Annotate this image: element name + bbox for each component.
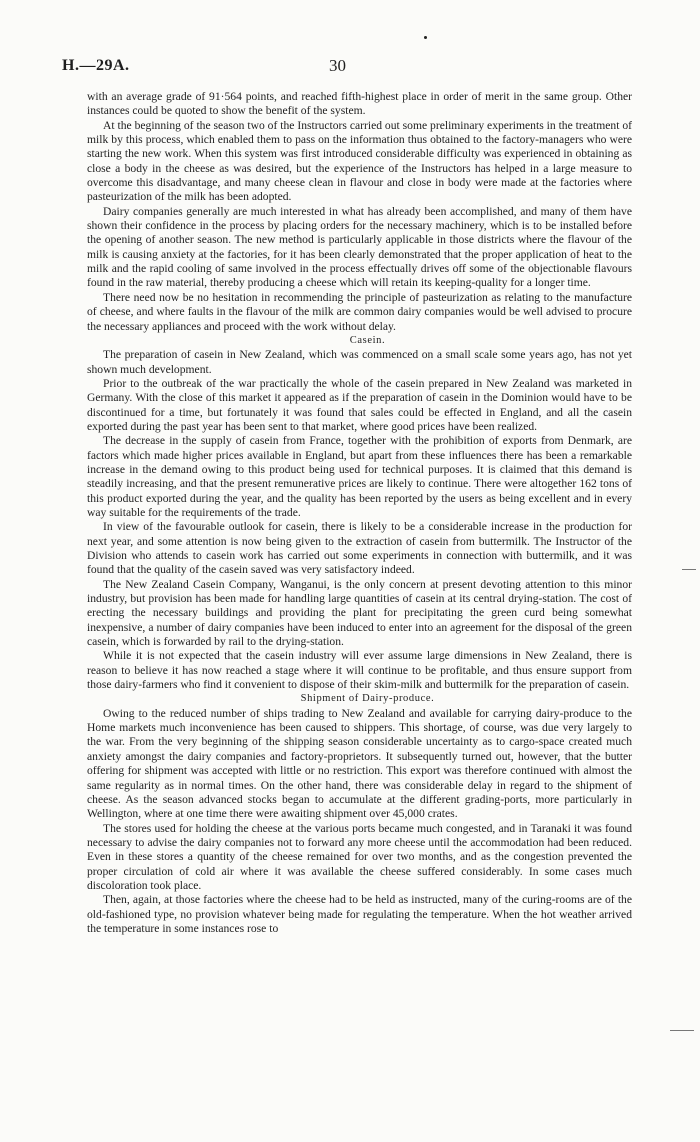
section-heading-casein: Casein. xyxy=(349,334,386,346)
paragraph: Prior to the outbreak of the war practically the whole of the casein prepared in New Zealand was marketed in Germany. With the close of this market it appeared as if the preparation of casein in the Dominion would have to be discontinued for a time, but fortunately it was found that sales could be effected in England, and all the casein exported during the past year has been sent to that market, where good prices have been realized. xyxy=(87,376,632,433)
paragraph: There need now be no hesitation in recommending the principle of pasteurization as relating to the manufacture of cheese, and where faults in the flavour of the milk are common dairy companies would be well advised to procure the necessary appliances and proceed with the work without delay. xyxy=(87,290,632,333)
speck-mark xyxy=(424,36,427,39)
section-heading-shipment: Shipment of Dairy-produce. xyxy=(300,693,435,705)
body-text xyxy=(87,90,632,936)
page-number: 30 xyxy=(329,56,346,75)
margin-mark xyxy=(670,1030,694,1031)
paragraph: Then, again, at those factories where the cheese had to be held as instructed, many of the curing-rooms are of the old-fashioned type, no provision whatever being made for regulating the temperature. When the hot weather arrived the temperature in some instances rose to xyxy=(87,893,632,935)
paragraph: The preparation of casein in New Zealand, which was commenced on a small scale some years ago, has not yet shown much development. xyxy=(87,348,632,376)
paragraph: The New Zealand Casein Company, Wanganui, is the only concern at present devoting attention to this minor industry, but provision has been made for handling large quantities of casein at its central drying-station. The cost of erecting the necessary buildings and providing the plant for precipitating the green curd being somewhat inexpensive, a number of dairy companies have been induced to enter into an agreement for the disposal of the green casein, which is forwarded by rail to the drying-station. xyxy=(87,577,632,649)
paragraph: While it is not expected that the casein industry will ever assume large dimensions in New Zealand, there is reason to believe it has now reached a stage where it will continue to be profitable, and thus ensure support from those dairy-farmers who find it convenient to dispose of their skim-milk and buttermilk for the preparation of casein. xyxy=(87,649,632,692)
paragraph: At the beginning of the season two of the Instructors carried out some preliminary experiments in the treatment of milk by this process, which enabled them to pass on the information thus obtained to the factory-managers who were starting the new work. When this system was first introduced considerable difficulty was experienced in obtaining as close a body in the cheese as was desired, but the experience of the Instructors has helped in a large measure to overcome this disadvantage, and many cheese clean in flavour and close in body were made at the factories where pasteurization of the milk has been adopted. xyxy=(87,118,632,204)
paragraph: with an average grade of 91·564 points, and reached fifth-highest place in order of merit in the same group. Other instances could be quoted to show the benefit of the system. xyxy=(87,90,632,118)
paragraph: The stores used for holding the cheese at the various ports became much congested, and in Taranaki it was found necessary to advise the dairy companies not to forward any more cheese until the accommodation had been reduced. Even in these stores a quantity of the cheese remained for over two months, and as the congestion prevented the proper circulation of cold air where it was available the cheese suffered considerably. In some cases much discoloration took place. xyxy=(87,821,632,892)
margin-mark xyxy=(682,569,696,570)
document-reference: H.—29A. xyxy=(62,57,130,74)
paragraph: Owing to the reduced number of ships trading to New Zealand and available for carrying dairy-produce to the Home markets much inconvenience has been caused to shippers. This shortage, of course, was due very largely to the war. From the very beginning of the shipping season considerable uncertainty as to cargo-space created much anxiety amongst the dairy companies and factory-proprietors. It subsequently turned out, however, that the butter offering for shipment was accepted with little or no restriction. This export was therefore continued with almost the same regularity as in normal times. On the other hand, there was considerable delay in regard to the shipment of cheese. As the season advanced stocks began to accumulate at the different grading-ports, more particularly in Wellington, where at one time there were awaiting shipment over 45,000 crates. xyxy=(87,706,632,821)
paragraph: The decrease in the supply of casein from France, together with the prohibition of exports from Denmark, are factors which made higher prices available in England, but apart from these influences there has been a remarkable increase in the demand owing to this product being used for technical purposes. It is claimed that this demand is steadily increasing, and that the present remunerative prices are likely to continue. There were altogether 162 tons of this product exported during the year, and the quality has been reported by the users as being excellent and in every way suitable for the requirements of the trade. xyxy=(87,434,632,519)
paragraph: In view of the favourable outlook for casein, there is likely to be a considerable increase in the production for next year, and some attention is now being given to the extraction of casein from buttermilk. The Instructor of the Division who attends to casein work has carried out some experiments in connection with buttermilk, and it was found that the quality of the casein saved was very satisfactory indeed. xyxy=(87,520,632,577)
paragraph: Dairy companies generally are much interested in what has already been accomplished, and many of them have shown their confidence in the process by placing orders for the necessary machinery, which is to be installed before the opening of another season. The new method is particularly applicable in those districts where the flavour of the milk is causing anxiety at the factories, for it has been clearly demonstrated that the proper application of heat to the milk and the rapid cooling of same involved in the process effectually drives off some of the objectionable flavours found in the raw material, thereby producing a cheese which will retain its keeping-quality for a longer time. xyxy=(87,204,632,290)
